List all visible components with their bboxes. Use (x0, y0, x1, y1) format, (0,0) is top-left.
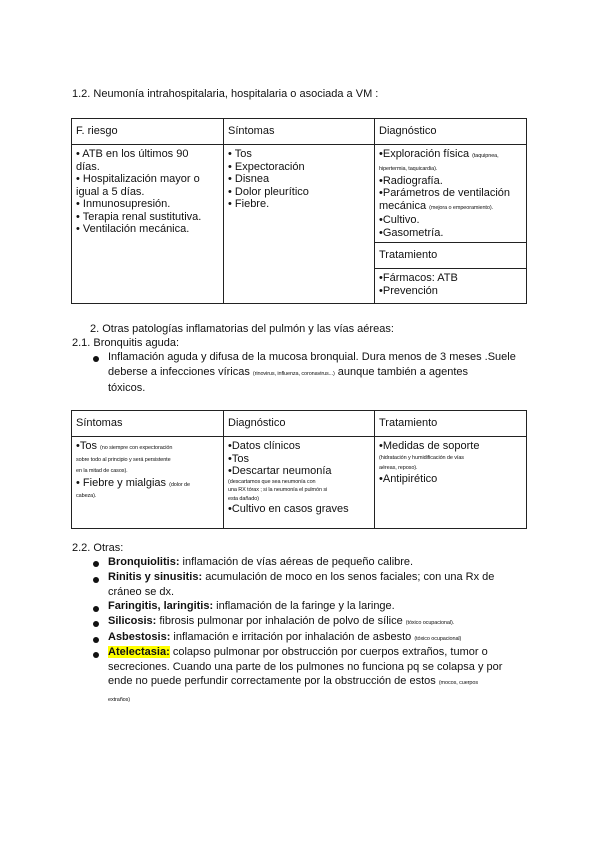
trat-line: •Antipirético (379, 472, 438, 485)
bullet-dot (93, 621, 99, 627)
bronquitis-line: Inflamación aguda y difusa de la mucosa bronquial. Dura menos de 3 meses .Suele (108, 351, 516, 363)
term: Faringitis, laringitis: (108, 600, 214, 612)
riesgo-cell (72, 145, 224, 304)
trat-small: aéreas, reposo). (379, 464, 418, 471)
trat-line: •Medidas de soporte (379, 440, 480, 452)
small-note: extraños) (108, 696, 131, 703)
section-2-title: 2. Otras patologías inflamatorias del pulmón y las vías aéreas: (90, 323, 394, 335)
tratamiento-line: •Fármacos: ATB (379, 272, 458, 284)
header-sintomas: Síntomas (224, 119, 375, 145)
riesgo-line: • Terapia renal sustitutiva. (76, 210, 202, 223)
riesgo-line: • Hospitalización mayor o (76, 173, 200, 185)
diag-small: una RX tórax ; si la neumonía el pulmón si (228, 487, 328, 493)
definition: fibrosis pulmonar por inhalación de polvo de sílice (156, 615, 403, 627)
sintoma-line: • Tos (228, 148, 252, 160)
header-diagnostico: Diagnóstico (375, 119, 527, 145)
trat-small: (hidratación y humidificación de vías (379, 454, 464, 461)
sint-small: cabeza). (76, 493, 97, 499)
bronquitis-description (108, 350, 538, 396)
sint-small: sobre todo al principio y será persistente (76, 456, 171, 463)
definition: inflamación de la faringe y la laringe. (213, 600, 395, 612)
tratamiento-line: •Prevención (379, 284, 438, 297)
bullet-dot (93, 606, 99, 612)
tratamiento-cell (375, 437, 527, 529)
definition: inflamación e irritación por inhalación de asbesto (170, 631, 412, 643)
diag-line: •Datos clínicos (228, 440, 301, 452)
bullet-dot (93, 637, 99, 643)
definition: colapso pulmonar por obstrucción por cuerpos extraños, tumor o (169, 646, 488, 658)
term: Rinitis y sinusitis: (108, 571, 203, 583)
riesgo-line: • Ventilación mecánica. (76, 223, 190, 235)
sint-small: (dolor de (169, 481, 190, 488)
list-item (108, 645, 538, 705)
bronquitis-table (71, 410, 527, 529)
sintomas-cell (72, 437, 224, 529)
tratamiento-cell (375, 269, 527, 304)
diag-line: •Cultivo en casos graves (228, 503, 349, 515)
sintoma-line: • Disnea (228, 173, 270, 185)
diag-small: (taquipnea, (472, 153, 499, 159)
neumonia-table (71, 118, 527, 304)
diag-small: hipertermia, taquicardia). (379, 165, 438, 172)
riesgo-line: • Inmunosupresión. (76, 198, 171, 210)
diag-line: •Exploración física (379, 148, 470, 160)
header-sintomas: Síntomas (72, 411, 224, 437)
diag-line: •Descartar neumonía (228, 465, 332, 477)
section-2-2-title: 2.2. Otras: (72, 542, 124, 554)
list-item (108, 570, 538, 599)
sint-line: •Tos (76, 440, 97, 452)
definition: secreciones. Cuando una parte de los pulmones no funciona pq se colapsa y por (108, 660, 503, 673)
diag-line: •Cultivo. (379, 214, 420, 226)
sint-line: • Fiebre y mialgias (76, 476, 167, 489)
definition: inflamación de vías aéreas de pequeño calibre. (179, 556, 414, 568)
bronquitis-line: tóxicos. (108, 382, 146, 394)
term: Asbestosis: (108, 631, 171, 643)
diag-line: •Tos (228, 452, 249, 465)
riesgo-line: igual a 5 días. (76, 185, 145, 198)
diag-line: mecánica (379, 199, 427, 212)
riesgo-line: • ATB en los últimos 90 (76, 148, 189, 160)
bullet-dot (93, 356, 99, 362)
bullet-dot (93, 577, 99, 583)
diag-line: •Gasometría. (379, 226, 444, 239)
diag-small: esta dañado) (228, 495, 259, 502)
diag-line: •Radiografía. (379, 174, 443, 187)
bronquitis-line: aunque también a agentes (337, 365, 469, 378)
header-diagnostico: Diagnóstico (224, 411, 375, 437)
small-note: (mocos, cuerpos (438, 680, 478, 686)
definition: acumulación de moco en los senos faciales; con una Rx de (202, 571, 495, 583)
bullet-dot (93, 652, 99, 658)
sintoma-line: • Expectoración (228, 160, 305, 173)
sint-small: en la mitad de casos). (76, 467, 128, 474)
list-item (108, 599, 528, 614)
sintoma-line: • Dolor pleurítico (228, 185, 309, 198)
diag-small: (descartamos que sea neumonía con (228, 478, 316, 485)
sintoma-line: • Fiebre. (228, 198, 270, 210)
term: Silicosis: (108, 615, 157, 627)
diagnostico-cell (375, 145, 527, 243)
term-highlighted: Atelectasia: (108, 646, 170, 658)
header-tratamiento: Tratamiento (375, 411, 527, 437)
bullet-dot (93, 561, 99, 567)
list-item (108, 614, 528, 631)
list-item (108, 555, 528, 570)
small-note: (tóxico ocupacional) (414, 636, 462, 642)
sintomas-cell (224, 145, 375, 304)
bronquitis-line: deberse a infecciones víricas (108, 365, 250, 378)
term: Bronquiolitis: (108, 556, 180, 568)
riesgo-line: días. (76, 160, 100, 173)
definition: ende no puede perfundir correctamente por la obstrucción de estos (108, 675, 436, 687)
header-tratamiento: Tratamiento (375, 243, 527, 269)
small-note: (tóxico ocupacional). (405, 620, 455, 626)
definition: cráneo se dx. (108, 585, 175, 598)
bronquitis-small: (rinovirus, influenza, coronavirus...) (252, 370, 335, 377)
header-riesgo: F. riesgo (72, 119, 224, 145)
diag-small: (mejora o empeoramiento). (429, 204, 493, 211)
diag-line: •Parámetros de ventilación (379, 187, 511, 199)
sint-small: (no siempre con expectoración (100, 445, 173, 451)
section-2-1-title: 2.1. Bronquitis aguda: (72, 337, 180, 349)
diagnostico-cell (224, 437, 375, 529)
section-1-2-title: 1.2. Neumonía intrahospitalaria, hospitalaria o asociada a VM : (72, 88, 379, 100)
